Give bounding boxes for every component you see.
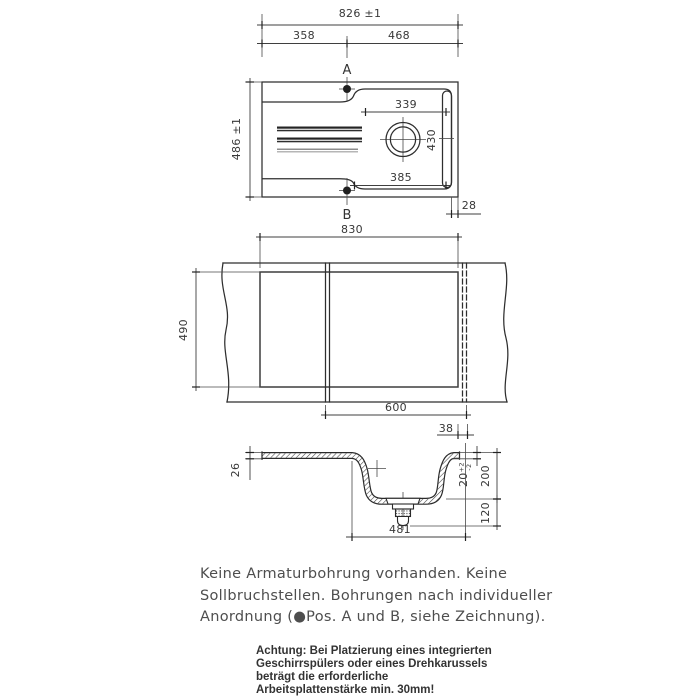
- drain-hole-icon: [380, 117, 426, 162]
- dim-basin-bottom-width-label: 385: [390, 171, 412, 184]
- drill-position-b: [339, 178, 355, 223]
- drainboard-ridges: [277, 127, 362, 153]
- note-warning-line3: beträgt die erforderliche: [256, 671, 389, 683]
- dim-cutout-width: [256, 223, 462, 268]
- cabinet-right-wall-hidden: [463, 263, 467, 402]
- dim-right-segment-label: 468: [388, 29, 410, 42]
- break-line-left: [222, 263, 229, 402]
- dim-overall-height: [230, 78, 262, 201]
- dim-cutout-width-label: 830: [341, 223, 363, 236]
- dim-basin-top-width: [361, 98, 450, 116]
- dim-drain-height-label: 120: [479, 502, 492, 524]
- sink-section-profile: [262, 452, 460, 501]
- dim-left-segment-label: 358: [293, 29, 315, 42]
- marker-b-label: B: [342, 208, 352, 223]
- dim-basin-depth-section: [479, 448, 501, 503]
- dim-basin-bottom-width: [350, 171, 450, 190]
- drill-point-b-icon: [343, 187, 351, 195]
- dim-basin-top-width-label: 339: [395, 98, 417, 111]
- dim-right-offset-label: 28: [461, 199, 477, 212]
- note-warning-line1: Achtung: Bei Platzierung eines integrierten: [256, 645, 492, 657]
- break-line-right: [504, 263, 508, 402]
- dim-right-offset: [446, 197, 481, 218]
- cutout-rectangle: [260, 272, 458, 387]
- note-warning: [256, 645, 516, 697]
- dim-side-clearance-label: 38: [438, 422, 454, 435]
- cabinet-left-wall: [326, 263, 330, 402]
- note-main-line1: Keine Armaturbohrung vorhanden. Keine: [200, 566, 508, 582]
- dim-overall-width-label: 826 ±1: [338, 7, 382, 20]
- basin-overflow-channel: [443, 91, 452, 188]
- note-main-line2: Sollbruchstellen. Bohrungen nach individueller: [200, 587, 553, 604]
- section-view: [229, 443, 501, 541]
- dim-basin-depth-label: 430: [425, 129, 438, 151]
- dim-split-segments: [257, 29, 463, 58]
- top-view-plan: [230, 7, 481, 223]
- dim-cutout-height-label: 490: [177, 319, 190, 341]
- dim-overall-height-label: 486 ±1: [230, 117, 243, 161]
- dim-basin-depth-section-label: 200: [479, 465, 492, 487]
- dim-basin-width-section-label: 481: [389, 523, 411, 536]
- note-main: [200, 564, 553, 629]
- countertop-outline: [222, 263, 508, 402]
- note-warning-line2: Geschirrspülers oder eines Drehkarussels: [256, 658, 488, 670]
- dim-rim-thickness: [229, 446, 263, 480]
- dim-drain-height: [479, 495, 501, 530]
- dim-cabinet-width: [321, 401, 471, 419]
- drill-point-a-icon: [343, 85, 351, 93]
- dim-rim-thickness-label: 26: [229, 462, 242, 478]
- marker-a-label: A: [342, 63, 352, 78]
- note-warning-line4: Arbeitsplattenstärke min. 30mm!: [256, 684, 435, 696]
- dim-cutout-height: [177, 268, 261, 391]
- dim-overall-width: [257, 7, 463, 57]
- dim-side-clearance: [437, 422, 474, 439]
- dim-rim-height-label: $20^{+2}-2$: [457, 462, 473, 487]
- dim-cabinet-width-label: 600: [385, 401, 407, 414]
- countertop-cutout-view: [177, 223, 508, 439]
- note-main-line3: Anordnung (●Pos. A und B, siehe Zeichnung).: [200, 609, 546, 625]
